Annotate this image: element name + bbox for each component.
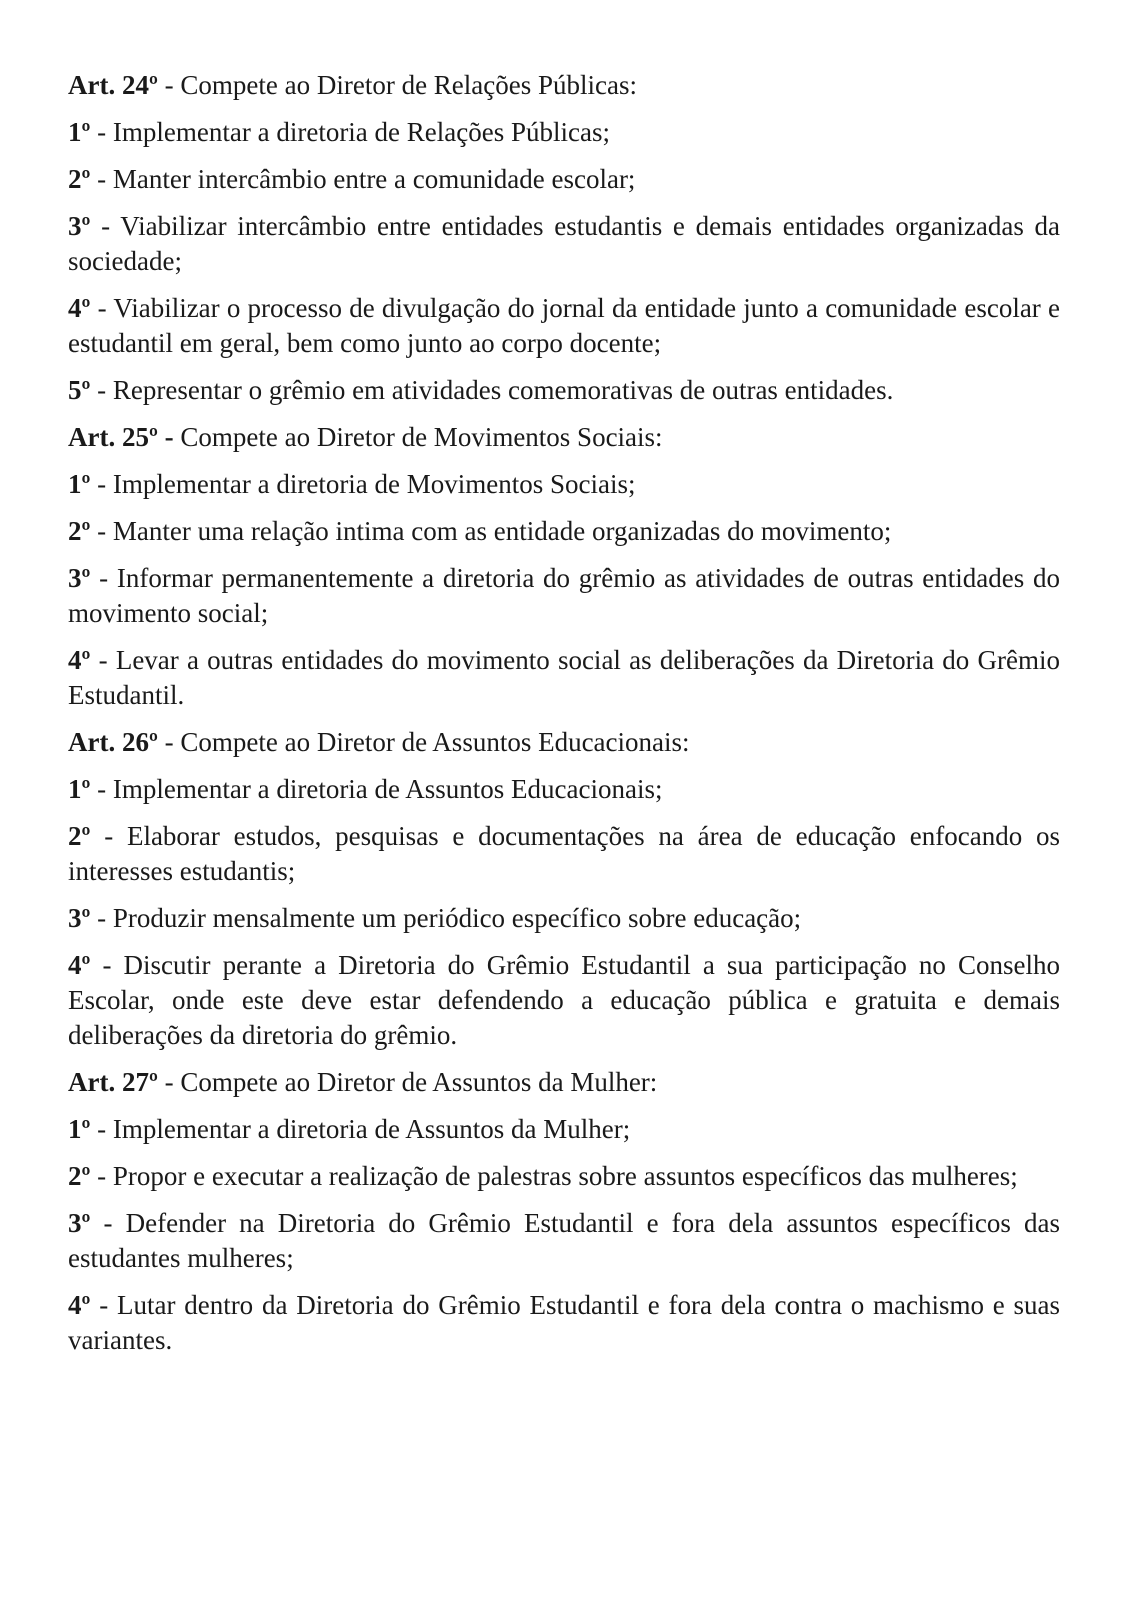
item-text: - Propor e executar a realização de palestras sobre assuntos específicos das mulheres; (90, 1161, 1018, 1191)
article-text: - Compete ao Diretor de Assuntos Educacionais: (157, 727, 690, 757)
article-24-item-4 (68, 291, 1060, 361)
article-24-item-2 (68, 162, 1060, 197)
item-label: 2º (68, 821, 91, 851)
item-label: 1º (68, 1114, 91, 1144)
item-text: - Lutar dentro da Diretoria do Grêmio Estudantil e fora dela contra o machismo e suas variantes. (68, 1290, 1060, 1355)
article-26-item-3 (68, 901, 1060, 936)
item-label: 2º (68, 1161, 91, 1191)
item-label: 1º (68, 774, 91, 804)
item-text: - Discutir perante a Diretoria do Grêmio Estudantil a sua participação no Conselho Escolar, onde este deve estar defendendo a educação pública e gratuita e demais deliberações da diretoria do grêmio. (68, 950, 1060, 1050)
item-text: - Implementar a diretoria de Assuntos da Mulher; (90, 1114, 631, 1144)
item-text: - Defender na Diretoria do Grêmio Estudantil e fora dela assuntos específicos das estudantes mulheres; (68, 1208, 1060, 1273)
item-text: - Produzir mensalmente um periódico específico sobre educação; (90, 903, 802, 933)
article-label: Art. 27º (68, 1067, 158, 1097)
item-text: - Manter intercâmbio entre a comunidade escolar; (90, 164, 636, 194)
article-26-item-2 (68, 819, 1060, 889)
article-26-heading (68, 725, 1060, 760)
item-text: - Implementar a diretoria de Movimentos Sociais; (90, 469, 636, 499)
article-25-item-1 (68, 467, 1060, 502)
item-text: - Viabilizar o processo de divulgação do jornal da entidade junto a comunidade escolar e estudantil em geral, bem como junto ao corpo docente; (68, 293, 1060, 358)
article-27-item-2 (68, 1159, 1060, 1194)
article-25-item-2 (68, 514, 1060, 549)
item-label: 2º (68, 164, 91, 194)
item-label: 3º (68, 563, 91, 593)
item-label: 1º (68, 469, 91, 499)
item-label: 1º (68, 117, 91, 147)
item-label: 4º (68, 645, 91, 675)
article-24-item-1 (68, 115, 1060, 150)
item-label: 4º (68, 1290, 91, 1320)
article-26-item-4 (68, 948, 1060, 1053)
item-label: 5º (68, 375, 91, 405)
article-label: Art. 25º - (68, 422, 174, 452)
document-page (68, 68, 1060, 1370)
article-27-item-3 (68, 1206, 1060, 1276)
item-text: - Representar o grêmio em atividades comemorativas de outras entidades. (90, 375, 894, 405)
item-text: - Manter uma relação intima com as entidade organizadas do movimento; (90, 516, 892, 546)
item-label: 2º (68, 516, 91, 546)
article-27-item-4 (68, 1288, 1060, 1358)
article-24-heading (68, 68, 1060, 103)
item-text: - Implementar a diretoria de Assuntos Educacionais; (90, 774, 663, 804)
item-label: 3º (68, 211, 91, 241)
item-label: 3º (68, 903, 91, 933)
article-25-heading (68, 420, 1060, 455)
article-27-item-1 (68, 1112, 1060, 1147)
article-25-item-3 (68, 561, 1060, 631)
article-text: Compete ao Diretor de Movimentos Sociais: (173, 422, 663, 452)
item-text: - Levar a outras entidades do movimento social as deliberações da Diretoria do Grêmio Estudantil. (68, 645, 1060, 710)
article-25-item-4 (68, 643, 1060, 713)
item-label: 3º (68, 1208, 91, 1238)
article-27-heading (68, 1065, 1060, 1100)
article-text: - Compete ao Diretor de Assuntos da Mulher: (157, 1067, 658, 1097)
article-label: Art. 26º (68, 727, 158, 757)
article-label: Art. 24º (68, 70, 158, 100)
article-26-item-1 (68, 772, 1060, 807)
item-text: - Elaborar estudos, pesquisas e documentações na área de educação enfocando os interesses estudantis; (68, 821, 1060, 886)
item-text: - Viabilizar intercâmbio entre entidades estudantis e demais entidades organizadas da sociedade; (68, 211, 1060, 276)
article-24-item-5 (68, 373, 1060, 408)
article-24-item-3 (68, 209, 1060, 279)
item-text: - Implementar a diretoria de Relações Públicas; (90, 117, 610, 147)
item-text: - Informar permanentemente a diretoria do grêmio as atividades de outras entidades do movimento social; (68, 563, 1060, 628)
article-text: - Compete ao Diretor de Relações Públicas: (157, 70, 637, 100)
item-label: 4º (68, 950, 91, 980)
item-label: 4º (68, 293, 91, 323)
